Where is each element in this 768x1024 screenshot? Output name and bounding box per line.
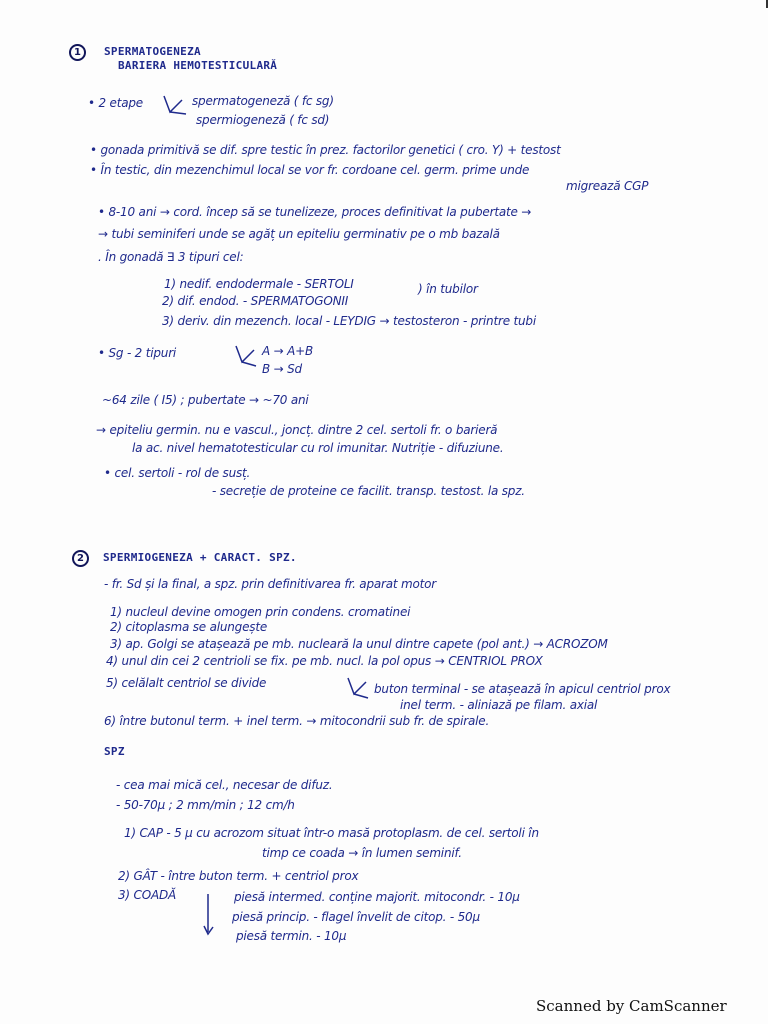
coada-piesa-intermediara: piesă intermed. conține majorit. mitocondr. - 10µ <box>234 890 520 904</box>
step-3: 3) ap. Golgi se atașează pe mb. nucleară la unul dintre capete (pol ant.) → ACROZOM <box>110 637 608 651</box>
line-zile: ~64 zile ( I5) ; pubertate → ~70 ani <box>102 393 309 407</box>
line-ani: • 8-10 ani → cord. încep să se tunelizeze, proces definitivat la pubertate → <box>98 205 532 219</box>
line-testic-cont: migrează CGP <box>566 179 649 193</box>
coada-piesa-principala: piesă princip. - flagel învelit de citop. - 50µ <box>232 910 480 924</box>
cell-type-brace-note: ) în tubilor <box>418 282 478 296</box>
line-gonada: • gonada primitivă se dif. spre testic în prez. factorilor genetici ( cro. Y) + testost <box>90 143 561 157</box>
step-5-buton-terminal: buton terminal - se atașează în apicul centriol prox <box>374 682 671 696</box>
step-4: 4) unul din cei 2 centrioli se fix. pe mb. nucl. la pol opus → CENTRIOL PROX <box>106 654 543 668</box>
branch-arrow-icon <box>232 342 262 372</box>
line-sg-tipuri: • Sg - 2 tipuri <box>98 346 177 360</box>
cell-type-2: 2) dif. endod. - SPERMATOGONII <box>162 294 349 308</box>
line-epiteliu: → epiteliu germin. nu e vascul., joncț. dintre 2 cel. sertoli fr. o barieră <box>96 423 498 437</box>
step-2: 2) citoplasma se alungește <box>110 620 268 634</box>
line-gonada-tipuri: . În gonadă ∃ 3 tipuri cel: <box>98 250 244 264</box>
section-1-number-badge: 1 <box>69 44 86 61</box>
line-sertoli-secretie: - secreție de proteine ce facilit. transp. testost. la spz. <box>212 484 525 498</box>
cell-type-3: 3) deriv. din mezench. local - LEYDIG → testosteron - printre tubi <box>162 314 536 328</box>
step-6: 6) între butonul term. + inel term. → mitocondrii sub fr. de spirale. <box>104 714 490 728</box>
branch-arrow-icon <box>344 674 374 704</box>
line-tubi: → tubi seminiferi unde se agăț un epiteliu germinativ pe o mb bazală <box>98 227 500 241</box>
cell-type-1: 1) nedif. endodermale - SERTOLI <box>164 277 354 291</box>
line-testic: • În testic, din mezenchimul local se vor fr. cordoane cel. germ. prime unde <box>90 163 530 177</box>
step-1: 1) nucleul devine omogen prin condens. cromatinei <box>110 605 411 619</box>
scanner-watermark: Scanned by CamScanner <box>536 997 727 1015</box>
sg-type-a: A → A+B <box>262 344 313 358</box>
sg-type-b: B → Sd <box>262 362 302 376</box>
spz-gat: 2) GÂT - între buton term. + centriol prox <box>118 869 359 883</box>
etape-spermatogeneza: spermatogeneză ( fc sg) <box>192 94 334 108</box>
section-2-number-badge: 2 <box>72 550 89 567</box>
branch-arrow-icon <box>204 892 230 940</box>
line-intro: - fr. Sd și la final, a spz. prin definitivarea fr. aparat motor <box>104 577 437 591</box>
spz-line-1: - cea mai mică cel., necesar de difuz. <box>116 778 333 792</box>
coada-piesa-terminala: piesă termin. - 10µ <box>236 929 347 943</box>
spz-line-2: - 50-70µ ; 2 mm/min ; 12 cm/h <box>116 798 295 812</box>
step-5: 5) celălalt centriol se divide <box>106 676 267 690</box>
section-2-title: SPERMIOGENEZA + CARACT. SPZ. <box>103 551 297 564</box>
spz-cap: 1) CAP - 5 µ cu acrozom situat într-o masă protoplasm. de cel. sertoli în <box>124 826 539 840</box>
line-epiteliu-cont: la ac. nivel hematotesticular cu rol imunitar. Nutriție - difuziune. <box>132 441 504 455</box>
etape-label: • 2 etape <box>88 96 143 110</box>
spz-cap-cont: timp ce coada → în lumen seminif. <box>262 846 462 860</box>
section-1-title: SPERMATOGENEZA <box>104 45 201 58</box>
section-1-subtitle: BARIERA HEMOTESTICULARĂ <box>118 59 278 72</box>
etape-spermiogeneza: spermiogeneză ( fc sd) <box>196 113 330 127</box>
branch-arrow-icon <box>160 92 190 122</box>
spz-heading: SPZ <box>104 745 125 758</box>
step-5-inel-terminal: inel term. - aliniază pe filam. axial <box>400 698 598 712</box>
line-sertoli: • cel. sertoli - rol de susț. <box>104 466 251 480</box>
spz-coada: 3) COADĂ <box>118 888 177 902</box>
